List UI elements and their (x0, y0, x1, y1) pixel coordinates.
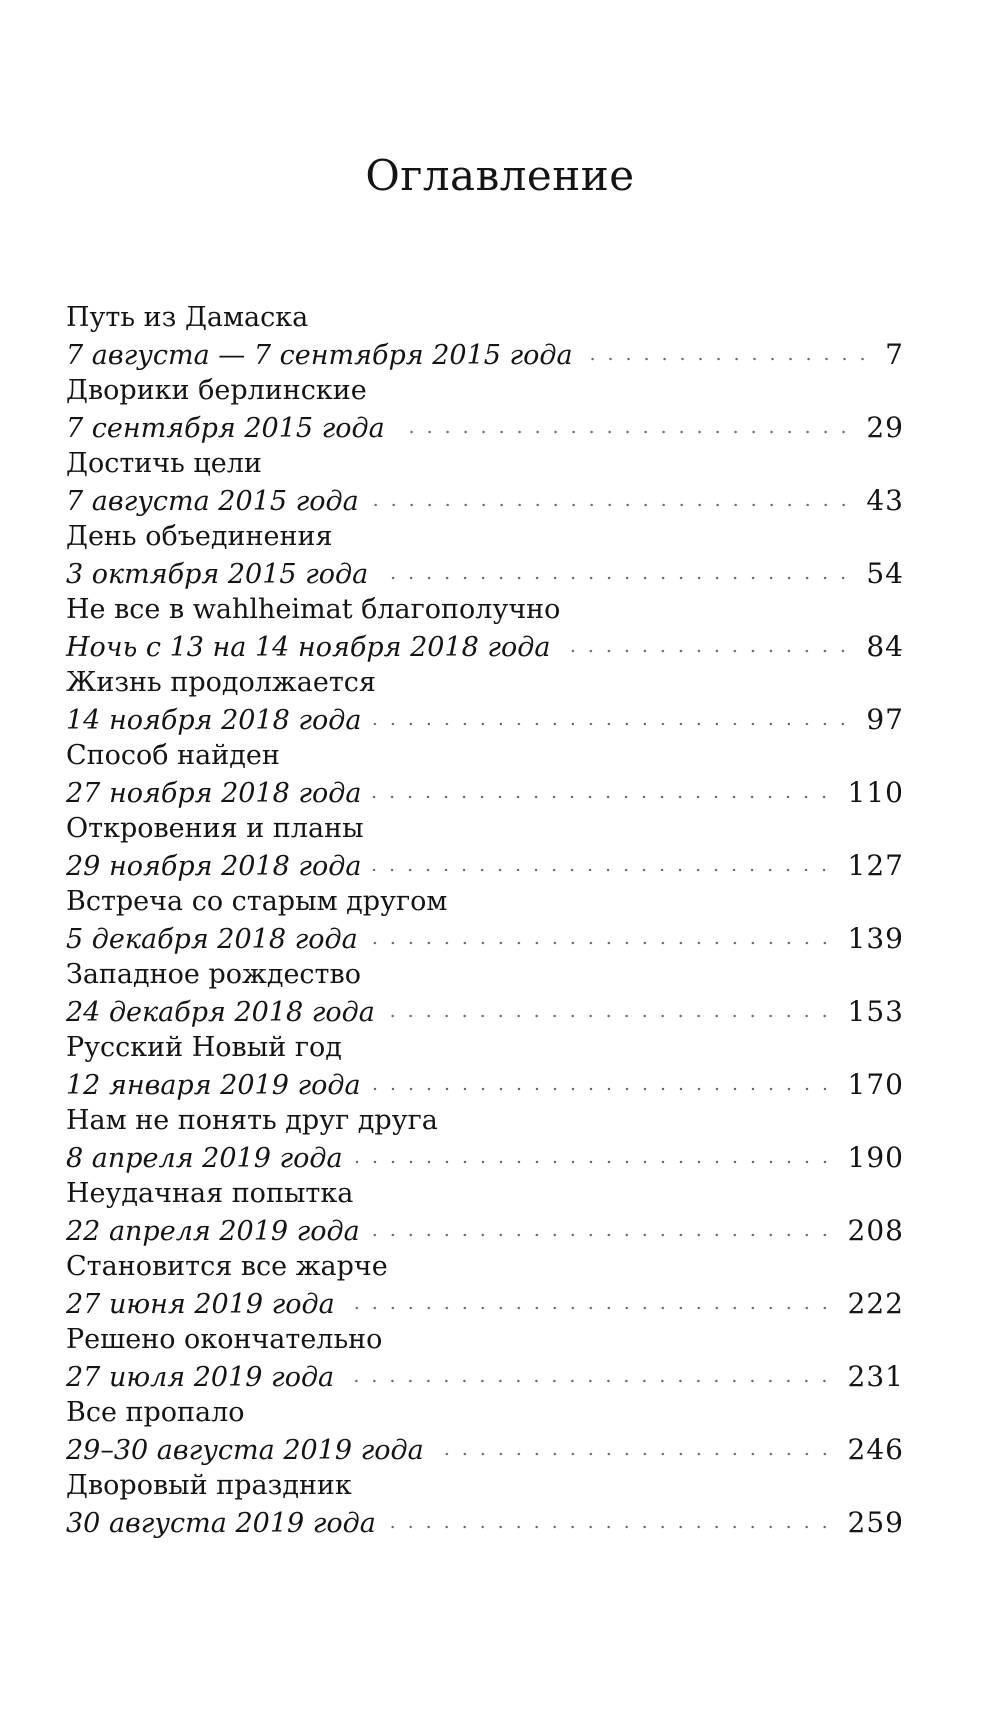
chapter-title: Западное рождество (66, 959, 361, 990)
page-number: 259 (847, 1506, 904, 1539)
page-number: 7 (885, 338, 904, 371)
dot-leader (395, 427, 853, 437)
dot-leader (385, 1011, 834, 1021)
dot-leader (344, 1376, 833, 1386)
toc-entry (66, 738, 904, 811)
dot-leader (434, 1449, 834, 1459)
dot-leader (371, 792, 833, 802)
dot-leader (369, 500, 853, 510)
chapter-title: Путь из Дамаска (66, 302, 309, 333)
chapter-date: 12 января 2019 года (66, 1070, 361, 1101)
toc-entry-line (66, 1212, 904, 1249)
chapter-date: 29 ноября 2018 года (66, 851, 362, 882)
dot-leader (371, 719, 852, 729)
dot-leader (353, 1157, 834, 1167)
toc-entry-line (66, 409, 904, 446)
chapter-title: Встреча со старым другом (66, 886, 448, 917)
page-number: 29 (866, 411, 904, 444)
dot-leader (386, 1522, 834, 1532)
chapter-title: Дворовый праздник (66, 1470, 352, 1501)
dot-leader (370, 1230, 834, 1240)
page-number: 208 (847, 1214, 904, 1247)
page-number: 127 (847, 849, 904, 882)
dot-leader (378, 573, 852, 583)
toc-entry-line (66, 847, 904, 884)
toc-entry (66, 446, 904, 519)
chapter-title: Решено окончательно (66, 1324, 383, 1355)
toc-entry-line (66, 1358, 904, 1395)
toc-entry-line (66, 774, 904, 811)
chapter-date: 29–30 августа 2019 года (66, 1435, 424, 1466)
chapter-title: Откровения и планы (66, 813, 364, 844)
page-number: 54 (866, 557, 904, 590)
toc-entry (66, 1176, 904, 1249)
page-number: 43 (866, 484, 904, 517)
toc-entry-line (66, 1066, 904, 1103)
page-number: 170 (847, 1068, 904, 1101)
page-number: 153 (847, 995, 904, 1028)
toc-entry-line (66, 1431, 904, 1468)
toc-entry (66, 1103, 904, 1176)
toc-entry (66, 1030, 904, 1103)
chapter-title: Русский Новый год (66, 1032, 342, 1063)
chapter-title: Не все в wahlheimat благополучно (66, 594, 561, 625)
toc-entry (66, 665, 904, 738)
toc-entry-line (66, 701, 904, 738)
toc-entry-line (66, 482, 904, 519)
chapter-date: 27 июня 2019 года (66, 1289, 335, 1320)
toc-entry (66, 519, 904, 592)
chapter-title: Жизнь продолжается (66, 667, 376, 698)
toc-entry-line (66, 1504, 904, 1541)
chapter-date: 8 апреля 2019 года (66, 1143, 343, 1174)
page-number: 246 (847, 1433, 904, 1466)
chapter-date: 7 сентября 2015 года (66, 413, 385, 444)
toc-entry-line (66, 628, 904, 665)
chapter-title: Дворики берлинские (66, 375, 367, 406)
page-number: 84 (866, 630, 904, 663)
chapter-title: Способ найден (66, 740, 280, 771)
chapter-title: Достичь цели (66, 448, 262, 479)
dot-leader (345, 1303, 834, 1313)
toc-entry-line (66, 555, 904, 592)
toc-entry (66, 811, 904, 884)
toc-entry-line (66, 920, 904, 957)
toc-entry-line (66, 336, 904, 373)
chapter-title: Нам не понять друг друга (66, 1105, 438, 1136)
chapter-date: 27 ноября 2018 года (66, 778, 362, 809)
toc-entry-line (66, 1139, 904, 1176)
chapter-title: День объединения (66, 521, 333, 552)
page-number: 139 (847, 922, 904, 955)
toc-entry (66, 884, 904, 957)
toc-entry (66, 957, 904, 1030)
toc-entry-line (66, 1285, 904, 1322)
page-number: 222 (847, 1287, 904, 1320)
dot-leader (368, 938, 834, 948)
chapter-title: Все пропало (66, 1397, 245, 1428)
chapter-date: 27 июля 2019 года (66, 1362, 335, 1393)
chapter-title: Неудачная попытка (66, 1178, 354, 1209)
dot-leader (371, 1084, 834, 1094)
chapter-date: 5 декабря 2018 года (66, 924, 358, 955)
toc-entry (66, 1395, 904, 1468)
toc-entry (66, 592, 904, 665)
dot-leader (371, 865, 833, 875)
page-number: 97 (866, 703, 904, 736)
chapter-title: Становится все жарче (66, 1251, 388, 1282)
toc-entry (66, 1468, 904, 1541)
toc-entry-line (66, 993, 904, 1030)
chapter-date: 14 ноября 2018 года (66, 705, 362, 736)
toc-entry (66, 1322, 904, 1395)
dot-leader (583, 354, 872, 364)
page-number: 110 (847, 776, 904, 809)
toc-entry (66, 1249, 904, 1322)
table-of-contents (66, 300, 904, 1541)
page-number: 231 (847, 1360, 904, 1393)
chapter-date: 30 августа 2019 года (66, 1508, 376, 1539)
toc-entry (66, 300, 904, 373)
chapter-date: 3 октября 2015 года (66, 559, 369, 590)
chapter-date: 7 августа 2015 года (66, 486, 359, 517)
page-number: 190 (847, 1141, 904, 1174)
chapter-date: Ночь с 13 на 14 ноября 2018 года (66, 632, 551, 663)
chapter-date: 22 апреля 2019 года (66, 1216, 360, 1247)
chapter-date: 24 декабря 2018 года (66, 997, 375, 1028)
dot-leader (560, 646, 852, 656)
chapter-date: 7 августа — 7 сентября 2015 года (66, 340, 573, 371)
toc-entry (66, 373, 904, 446)
page-title: Оглавление (365, 151, 635, 200)
